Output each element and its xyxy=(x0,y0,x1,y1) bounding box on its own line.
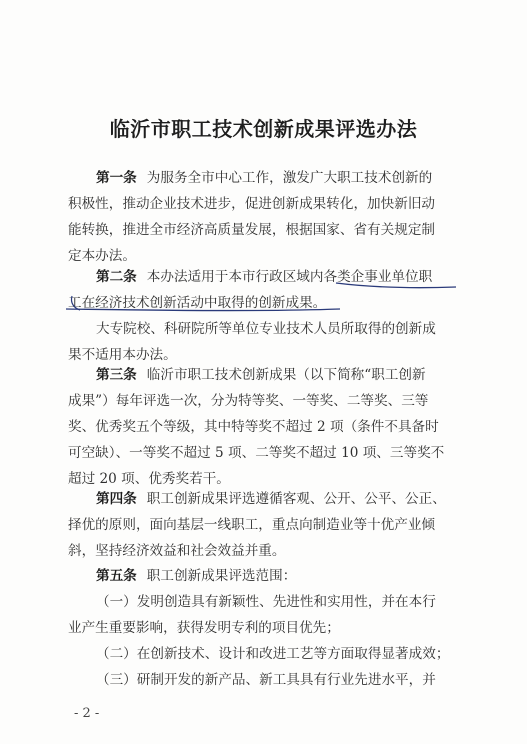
article-2 xyxy=(68,264,454,368)
article-3-label: 第三条 xyxy=(96,367,137,383)
article-4-label: 第四条 xyxy=(96,491,137,507)
article-3-line-3: 奖、优秀奖五个等级，其中特等奖不超过 2 项（条件不具备时 xyxy=(68,419,439,435)
article-5-item-1-line-2: 业产生重要影响，获得发明专利的项目优先； xyxy=(68,620,340,636)
article-5-label: 第五条 xyxy=(96,568,137,584)
article-1-line-2: 积极性，推动企业技术进步，促进创新成果转化，加快新旧动 xyxy=(68,196,436,212)
article-3-line-2: 成果”）每年评选一次，分为特等奖、一等奖、二等奖、三等 xyxy=(68,393,429,409)
article-2-line-2: 工在经济技术创新活动中取得的创新成果。 xyxy=(68,295,327,311)
article-5-item-1-line-1: （一）发明创造具有新颖性、先进性和实用性，并在本行 xyxy=(96,594,436,610)
article-1-line-3: 能转换，推进全市经济高质量发展，根据国家、省有关规定制 xyxy=(68,222,436,238)
article-1-line-1: 为服务全市中心工作，激发广大职工技术创新的 xyxy=(146,170,433,186)
article-1-line-4: 定本办法。 xyxy=(68,248,136,264)
article-1 xyxy=(68,165,454,269)
article-5-item-3: （三）研制开发的新产品、新工具具有行业先进水平，并 xyxy=(96,672,436,688)
article-4-line-1: 职工创新成果评选遵循客观、公开、公平、公正、 xyxy=(146,491,446,507)
article-3 xyxy=(68,362,454,492)
article-4-line-2: 择优的原则，面向基层一线职工，重点向制造业等十优产业倾 xyxy=(68,517,436,533)
article-5-line-1: 职工创新成果评选范围： xyxy=(146,568,297,584)
article-5 xyxy=(68,563,454,693)
article-3-line-4: 可空缺）、一等奖不超过 5 项、二等奖不超过 10 项、三等奖不 xyxy=(68,445,445,461)
page-number: - 2 - xyxy=(74,706,100,721)
article-2-label: 第二条 xyxy=(96,269,137,285)
article-4 xyxy=(68,486,454,564)
article-3-line-5: 超过 20 项、优秀奖若干。 xyxy=(68,471,230,487)
article-2-line-1: 本办法适用于本市行政区域内各类企事业单位职 xyxy=(146,269,433,285)
article-3-line-1: 临沂市职工技术创新成果（以下简称“职工创新 xyxy=(146,367,426,383)
article-2-sub-line-1: 大专院校、科研院所等单位专业技术人员所取得的创新成 xyxy=(96,321,436,337)
document-title: 临沂市职工技术创新成果评选办法 xyxy=(109,117,418,141)
article-2-sub-line-2: 果不适用本办法。 xyxy=(68,347,177,363)
article-4-line-3: 斜，坚持经济效益和社会效益并重。 xyxy=(68,543,286,559)
article-5-item-2: （二）在创新技术、设计和改进工艺等方面取得显著成效； xyxy=(96,646,450,662)
article-1-label: 第一条 xyxy=(96,170,137,186)
